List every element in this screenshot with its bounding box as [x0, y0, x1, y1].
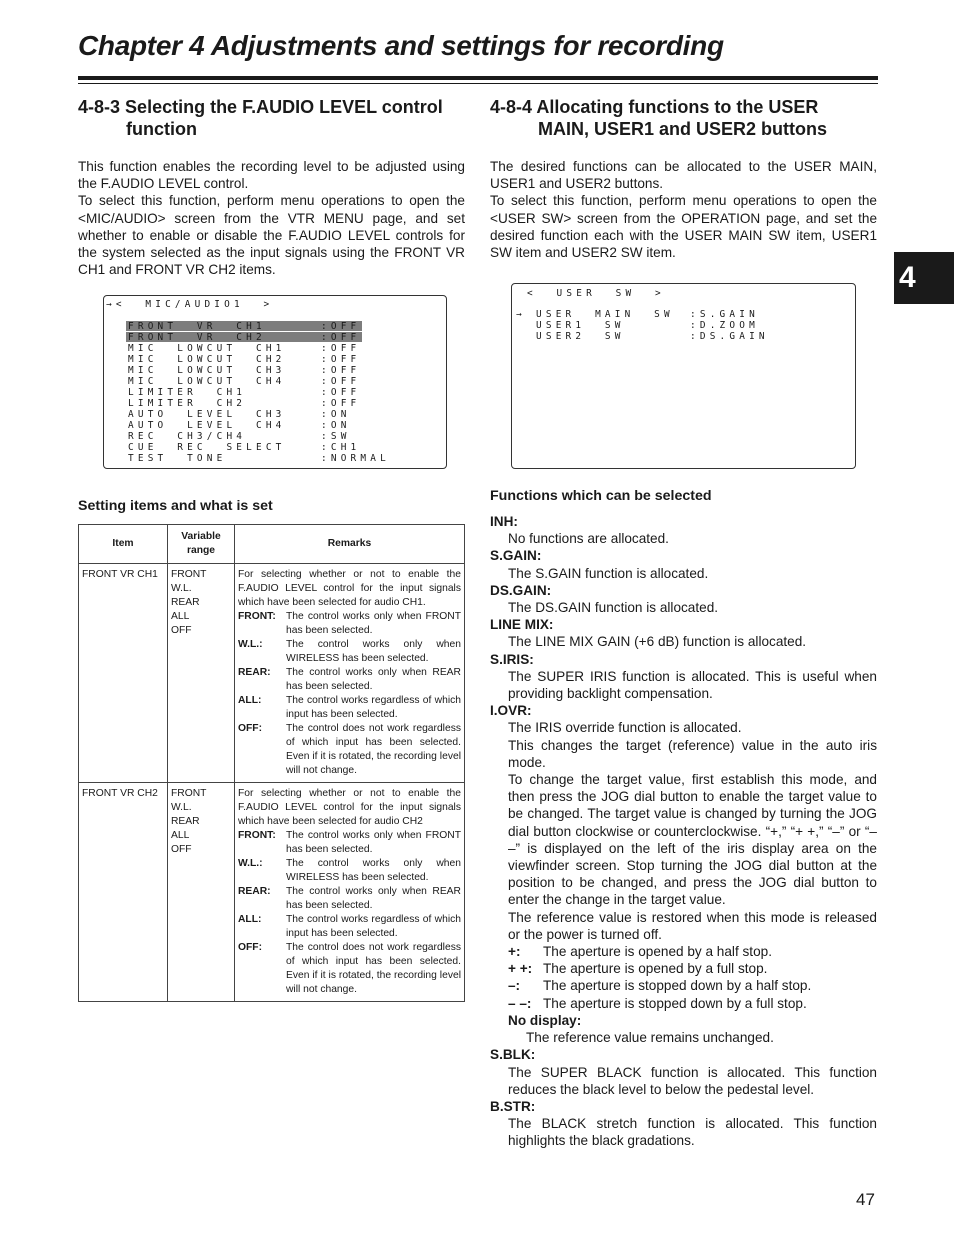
menu-item-value: :CH1: [321, 442, 361, 453]
instruction-paragraph: To select this function, perform menu operations to open the <USER SW> screen from the OPERATION page, and set the desired function each with the USER MAIN SW item, USER1 SW item and USER2 SW item.: [490, 193, 877, 261]
section-heading-4-8-4: 4-8-4 Allocating functions to the USER MAIN, USER1 and USER2 buttons: [490, 97, 828, 139]
menu-item-value: :OFF: [321, 387, 361, 398]
definition-text: The control works only when REAR has been selected.: [286, 886, 461, 911]
definition-key: W.L.:: [238, 858, 263, 869]
range-option: W.L.: [171, 802, 192, 813]
menu-item-label: MIC LOWCUT CH2: [128, 354, 286, 365]
remarks-intro: For selecting whether or not to enable the F.AUDIO LEVEL control for the input signals which have been selected for audio CH1.: [238, 569, 461, 608]
symbol-key: –:: [508, 978, 521, 994]
function-name: S.BLK:: [490, 1047, 536, 1063]
col-header-range: Variable range: [168, 525, 235, 564]
function-name: LINE MIX:: [490, 617, 554, 633]
function-description: The LINE MIX GAIN (+6 dB) function is allocated.: [508, 634, 807, 650]
function-entry: [490, 616, 877, 650]
iris-symbol-entry: [508, 943, 877, 960]
definition-key: OFF:: [238, 723, 263, 734]
left-column: [78, 96, 465, 278]
menu-item-label: MIC LOWCUT CH4: [128, 376, 286, 387]
function-entry: [490, 582, 877, 616]
intro-paragraph: The desired functions can be allocated to the USER MAIN, USER1 and USER2 buttons.: [490, 159, 877, 192]
functions-heading: Functions which can be selected: [490, 488, 712, 504]
menu-item-value: :ON: [321, 409, 351, 420]
iris-symbol-entry: [508, 995, 877, 1012]
menu-cursor: →: [516, 309, 526, 320]
iris-symbol-entry: [508, 977, 877, 994]
menu-item-label: USER MAIN SW: [536, 309, 674, 320]
definition-text: The control works only when WIRELESS has been selected.: [286, 858, 461, 883]
menu-item-label: LIMITER CH1: [128, 387, 247, 398]
right-column: [490, 96, 877, 261]
remarks-cell: [235, 783, 465, 1002]
symbol-desc: The aperture is stopped down by a half stop.: [543, 978, 812, 994]
table-row: [79, 783, 465, 1002]
symbol-desc: The aperture is opened by a half stop.: [543, 944, 772, 960]
definition-key: FRONT:: [238, 830, 276, 841]
table-row: [79, 564, 465, 783]
col-header-remarks: Remarks: [235, 525, 465, 564]
menu-item-value: :OFF: [321, 398, 361, 409]
functions-list: [490, 488, 877, 1150]
range-cell: [168, 783, 235, 1002]
settings-table-wrap: [78, 524, 465, 1002]
function-description: No functions are allocated.: [508, 531, 669, 547]
menu-title: →< MIC/AUDIO1 >: [106, 299, 274, 310]
function-entry: [490, 513, 877, 547]
menu-item-label: CUE REC SELECT: [128, 442, 286, 453]
user-sw-menu-screen: [511, 283, 856, 469]
range-option: FRONT: [171, 788, 207, 799]
function-description: The reference value is restored when this mode is released or the power is turned off.: [508, 909, 877, 942]
no-display-label: No display:: [508, 1012, 582, 1028]
function-entry: [490, 1098, 877, 1150]
settings-table: [78, 524, 465, 1002]
function-entry: [490, 1046, 877, 1098]
menu-item-label: FRONT VR CH2: [128, 332, 266, 343]
menu-item-value: :S.GAIN: [690, 309, 759, 320]
menu-item-value: :OFF: [321, 376, 361, 387]
function-name: S.IRIS:: [490, 651, 534, 667]
menu-item-label: AUTO LEVEL CH3: [128, 409, 286, 420]
chapter-title: Chapter 4 Adjustments and settings for recording: [78, 30, 724, 61]
definition-key: OFF:: [238, 942, 263, 953]
menu-title: < USER SW >: [527, 288, 665, 299]
symbol-key: – –:: [508, 995, 532, 1011]
function-description: This changes the target (reference) value in the auto iris mode.: [508, 737, 877, 770]
range-option: REAR: [171, 597, 200, 608]
definition-text: The control works only when REAR has been selected.: [286, 667, 461, 692]
range-option: REAR: [171, 816, 200, 827]
menu-item-value: :OFF: [321, 321, 361, 332]
menu-item-label: MIC LOWCUT CH1: [128, 343, 286, 354]
definition-key: ALL:: [238, 914, 262, 925]
menu-item-value: :SW: [321, 431, 351, 442]
menu-item-label: USER1 SW: [536, 320, 625, 331]
definition-text: The control works only when FRONT has been selected.: [286, 830, 461, 855]
section-heading-4-8-3: 4-8-3 Selecting the F.AUDIO LEVEL control function: [78, 97, 443, 139]
range-option: W.L.: [171, 583, 192, 594]
symbol-key: +:: [508, 944, 521, 960]
range-cell: [168, 564, 235, 783]
menu-item-value: :OFF: [321, 332, 361, 343]
menu-item-label: MIC LOWCUT CH3: [128, 365, 286, 376]
remarks-definition: [238, 941, 461, 997]
function-entry: [490, 651, 877, 703]
remarks-cell: [235, 564, 465, 783]
definition-text: The control works regardless of which input has been selected.: [286, 914, 461, 939]
menu-item-value: :ON: [321, 420, 351, 431]
function-description: The SUPER BLACK function is allocated. This function reduces the black level to below the pedestal level.: [508, 1064, 877, 1097]
function-name: B.STR:: [490, 1098, 536, 1114]
function-name: DS.GAIN:: [490, 582, 552, 598]
definition-key: ALL:: [238, 695, 262, 706]
range-option: OFF: [171, 844, 192, 855]
function-description: To change the target value, first establish this mode, and then press the JOG dial button to enable the target value to be changed. The target value is changed by turning the JOG dial button clockwise or counterclockwise. “+,” “+ +,” “–” or “– –” is displayed on the left of the iris display area on the viewfinder screen. Stop turning the JOG dial button at the position to be changed, and press the JOG dial button to enter the change in the target value.: [508, 772, 877, 908]
menu-item-value: :DS.GAIN: [690, 331, 769, 342]
iris-symbol-entry: [508, 960, 877, 977]
function-description: The S.GAIN function is allocated.: [508, 565, 709, 581]
definition-key: REAR:: [238, 886, 271, 897]
function-name: INH:: [490, 514, 518, 529]
col-header-item: Item: [79, 525, 168, 564]
menu-item-label: FRONT VR CH1: [128, 321, 266, 332]
function-description: The BLACK stretch function is allocated. This function highlights the black gradations.: [508, 1116, 877, 1149]
item-cell: FRONT VR CH1: [79, 564, 168, 783]
definition-key: REAR:: [238, 667, 271, 678]
remarks-definition: [238, 694, 461, 722]
menu-item-value: :D.ZOOM: [690, 320, 759, 331]
remarks-definition: [238, 610, 461, 638]
item-cell: FRONT VR CH2: [79, 783, 168, 1002]
remarks-definition: [238, 913, 461, 941]
remarks-definition: [238, 722, 461, 778]
remarks-definition: [238, 638, 461, 666]
intro-paragraph: This function enables the recording level to be adjusted using the F.AUDIO LEVEL control.: [78, 159, 465, 192]
definition-text: The control does not work regardless of which input has been selected. Even if it is rotated, the recording level will not change.: [286, 942, 461, 995]
menu-item-label: REC CH3/CH4: [128, 431, 247, 442]
range-option: ALL: [171, 611, 190, 622]
function-description: The IRIS override function is allocated.: [508, 720, 742, 736]
definition-text: The control works regardless of which input has been selected.: [286, 695, 461, 720]
menu-item-label: TEST TONE: [128, 453, 227, 464]
function-description: The DS.GAIN function is allocated.: [508, 600, 719, 616]
chapter-tab-marker: 4: [894, 252, 954, 304]
definition-key: FRONT:: [238, 611, 276, 622]
menu-item-value: :NORMAL: [321, 453, 390, 464]
symbol-desc: The aperture is opened by a full stop.: [543, 961, 768, 977]
remarks-definition: [238, 885, 461, 913]
menu-item-value: :OFF: [321, 354, 361, 365]
definition-text: The control does not work regardless of which input has been selected. Even if it is rotated, the recording level will not change.: [286, 723, 461, 776]
remarks-definition: [238, 666, 461, 694]
symbol-key: + +:: [508, 961, 533, 977]
menu-item-label: LIMITER CH2: [128, 398, 247, 409]
remarks-definition: [238, 857, 461, 885]
menu-item-label: USER2 SW: [536, 331, 625, 342]
definition-text: The control works only when FRONT has been selected.: [286, 611, 461, 636]
function-name: S.GAIN:: [490, 548, 542, 564]
page-number: 47: [856, 1190, 875, 1209]
instruction-paragraph: To select this function, perform menu operations to open the <MIC/AUDIO> screen from the VTR MENU page, and set whether to enable or disable the F.AUDIO LEVEL controls for the system selected as the input signals using the FRONT VR CH1 and FRONT VR CH2 items.: [78, 193, 465, 278]
symbol-desc: The aperture is stopped down by a full stop.: [543, 995, 807, 1011]
remarks-definition: [238, 829, 461, 857]
range-option: OFF: [171, 625, 192, 636]
remarks-intro: For selecting whether or not to enable the F.AUDIO LEVEL control for the input signals which have been selected for audio CH2: [238, 788, 461, 827]
no-display-desc: The reference value remains unchanged.: [526, 1030, 774, 1046]
function-description: The SUPER IRIS function is allocated. This is useful when providing backlight compensation.: [508, 668, 877, 702]
function-iovr: I.OVR: The IRIS override function is allocated. This changes the target (reference) value in the auto iris mode. To change the target value, first establish this mode, and then press the JOG dial button to enable the target value to be changed. The target value is changed by turning the JOG dial button clockwise or counterclockwise. “+,” “+ +,” “–” or “– –” is displayed on the left of the iris display area on the viewfinder screen. Stop turning the JOG dial button at the position to be changed, and press the JOG dial button to enter the change in the target value. The reference value is restored when this mode is released or the power is turned off. +: The aperture is opened by a half stop. + +: The aperture is opened by a full stop. –: The aperture is stopped down by a half stop. – –: The aperture is stopped down by a full stop. No display: The reference value remains unchanged.: [490, 703, 877, 1046]
range-option: ALL: [171, 830, 190, 841]
table-heading: Setting items and what is set: [78, 498, 273, 514]
mic-audio-menu-screen: [103, 295, 447, 469]
definition-text: The control works only when WIRELESS has been selected.: [286, 639, 461, 664]
range-option: FRONT: [171, 569, 207, 580]
definition-key: W.L.:: [238, 639, 263, 650]
menu-item-label: AUTO LEVEL CH4: [128, 420, 286, 431]
header-rule-thin: [78, 83, 878, 84]
menu-item-value: :OFF: [321, 365, 361, 376]
function-entry: [490, 547, 877, 581]
menu-item-value: :OFF: [321, 343, 361, 354]
header-rule: [78, 76, 878, 80]
